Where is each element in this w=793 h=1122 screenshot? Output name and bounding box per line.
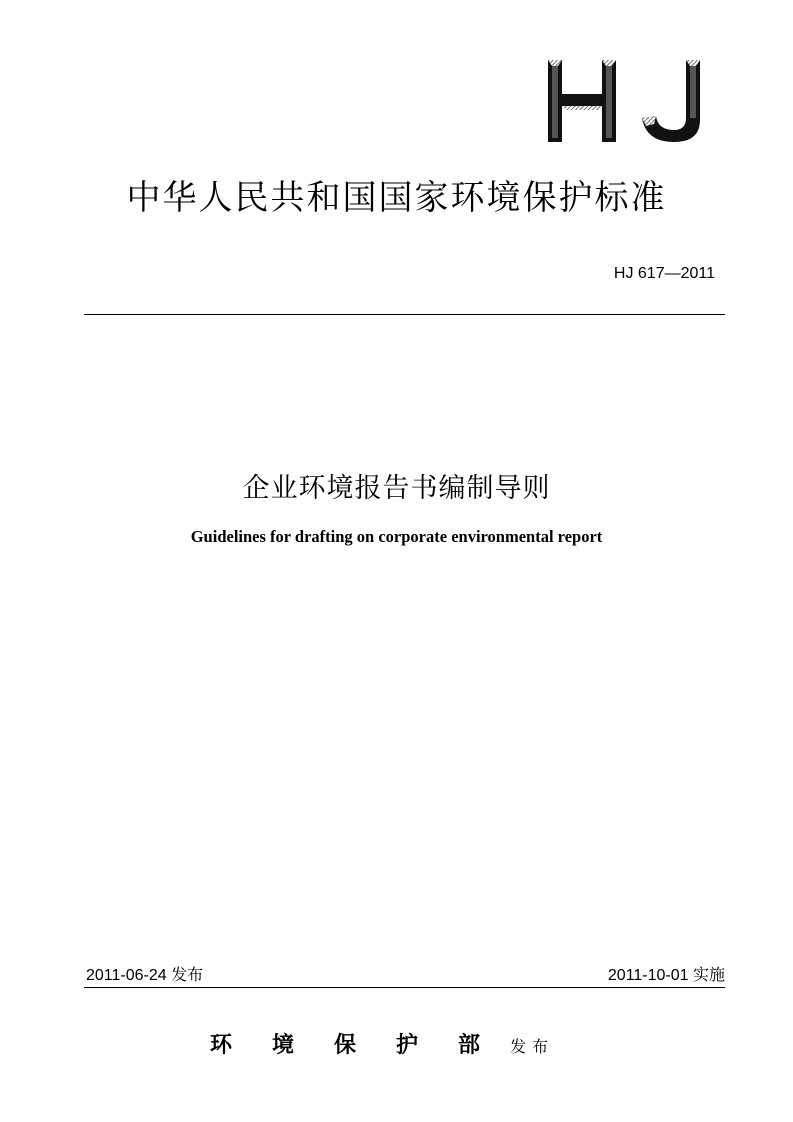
release-date: 2011-06-24 发布 [86, 967, 204, 984]
issuer-line [210, 1028, 554, 1059]
issuer-suffix: 发布 [510, 1037, 555, 1056]
logo-letter-h [548, 60, 616, 142]
header-rule [84, 314, 725, 315]
document-title-en: Guidelines for drafting on corporate environmental report [190, 527, 603, 546]
implement-date: 2011-10-01 实施 [607, 967, 725, 984]
hj-logo [542, 58, 712, 144]
standard-number: HJ 617—2011 [613, 265, 715, 282]
document-title-cn: 企业环境报告书编制导则 [242, 473, 551, 504]
logo-letter-j [642, 60, 700, 142]
standard-category: 中华人民共和国国家环境保护标准 [126, 178, 667, 218]
footer-rule [84, 987, 725, 988]
issuer-name: 环境保护部 [210, 1032, 521, 1058]
